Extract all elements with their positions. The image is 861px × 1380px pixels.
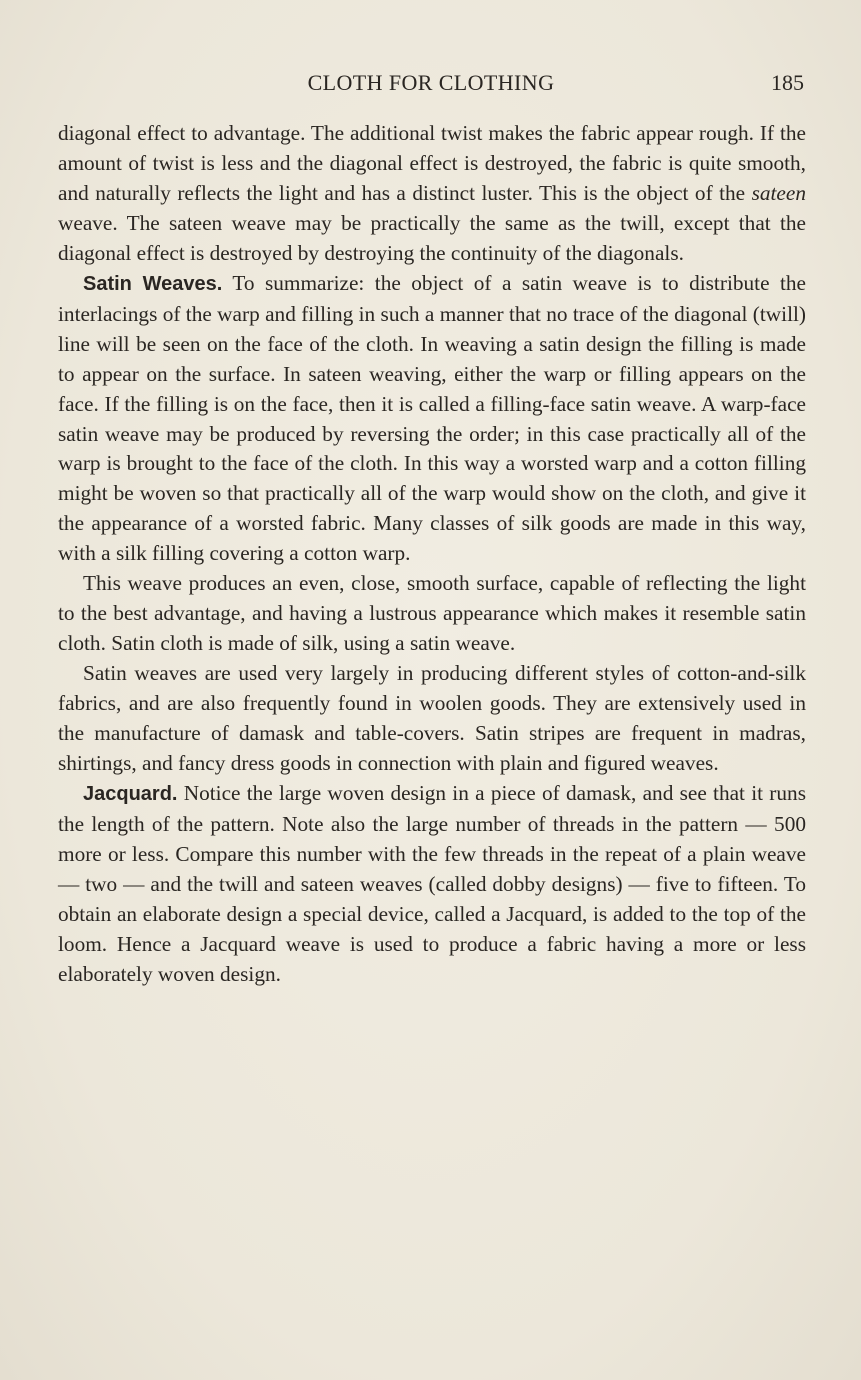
paragraph-jacquard — [58, 779, 806, 990]
paragraph-text: To summarize: the object of a satin weave is to distribute the interlacings of the warp and filling in such a manner that no trace of the diagonal (twill) line will be seen on the face of the cloth. In weaving a satin design the filling is made to appear on the surface. In sateen weaving, either the warp or filling appears on the face. If the filling is on the face, then it is called a filling-face satin weave. A warp-face satin weave may be produced by reversing the order; in this case practically all of the warp is brought to the face of the cloth. In this way a worsted warp and a cotton filling might be woven so that practically all of the warp would show on the cloth, and give it the appearance of a worsted fabric. Many classes of silk goods are made in this way, with a silk filling covering a cotton warp. — [58, 270, 806, 566]
paragraph-satin-uses — [58, 659, 806, 779]
paragraph-text: weave. The sateen weave may be practically the same as the twill, except that the diagonal effect is destroyed by destroying the continuity of the diagonals. — [58, 210, 806, 265]
section-heading-satin-weaves: Satin Weaves. — [83, 272, 223, 295]
paragraph-sateen-continuation — [58, 119, 806, 269]
paragraph-satin-weaves — [58, 269, 806, 570]
paragraph-text: Satin weaves are used very largely in producing different styles of cotton-and-silk fabrics, and are also frequently found in woolen goods. They are extensively used in the manufacture of damask and table-covers. Satin stripes are frequent in madras, shirtings, and fancy dress goods in connection with plain and figured weaves. — [58, 661, 806, 776]
body-text — [58, 119, 806, 990]
paragraph-satin-surface — [58, 569, 806, 659]
running-head — [58, 70, 804, 104]
section-heading-jacquard: Jacquard. — [83, 782, 178, 805]
page-number: 185 — [771, 70, 804, 95]
paragraph-text: Notice the large woven design in a piece of damask, and see that it runs the length of the pattern. Note also the large number of threads in the pattern — 500 more or less. Compare this number with the few threads in the repeat of a plain weave — two — and the twill and sateen weaves (called dobby designs) — five to fifteen. To obtain an elaborate design a special device, called a Jacquard, is added to the top of the loom. Hence a Jacquard weave is used to produce a fabric having a more or less elaborately woven design. — [58, 780, 806, 986]
emphasis-sateen: sateen — [751, 180, 806, 205]
paragraph-text: This weave produces an even, close, smooth surface, capable of reflecting the light to the best advantage, and having a lustrous appearance which makes it resemble satin cloth. Satin cloth is made of silk, using a satin weave. — [58, 571, 806, 656]
paragraph-text: diagonal effect to advantage. The additional twist makes the fabric appear rough. If the amount of twist is less and the diagonal effect is destroyed, the fabric is quite smooth, and naturally reflects the light and has a distinct luster. This is the object of the — [58, 121, 806, 205]
running-title: CLOTH FOR CLOTHING — [307, 70, 555, 95]
